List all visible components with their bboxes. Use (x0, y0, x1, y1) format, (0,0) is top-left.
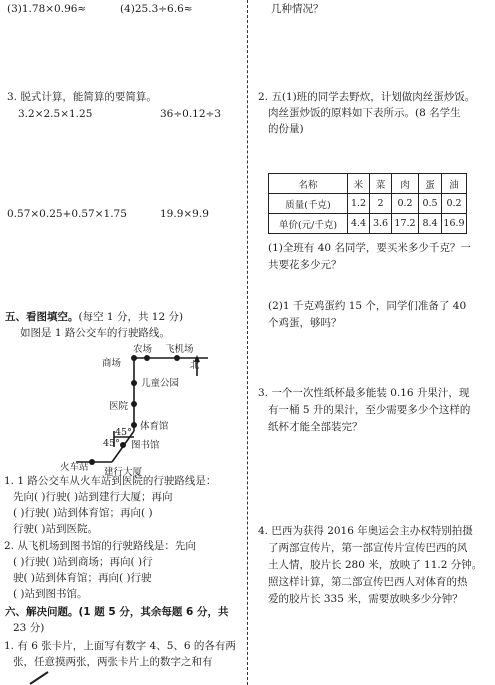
right-top-line: 几种情况？ (271, 3, 324, 15)
table-cell: 17.2 (392, 214, 419, 234)
r-q2-sub2-line2: 个鸡蛋，够吗？ (268, 317, 342, 329)
table-row (269, 194, 467, 214)
table-header: 肉 (392, 174, 419, 194)
r-q3-line3: 纸杯才能全部装完？ (268, 421, 363, 433)
r-q3-line1: 3. 一个一次性纸杯最多能装 0.16 升果汁，现 (258, 387, 470, 399)
table-cell: 1.2 (348, 194, 370, 214)
section6-title: 六、解决问题。(1 题 5 分，其余每题 6 分，共 (5, 606, 229, 618)
table-header: 米 (348, 174, 370, 194)
table-header: 名称 (269, 174, 348, 194)
map-q2-line2: ( )行驶( )站到商场；再向( )行 (13, 556, 153, 568)
table-header: 菜 (370, 174, 392, 194)
r-q4-line5: 爱的胶片长 335 米，需要放映多少分钟？ (268, 593, 463, 605)
stop-dot (131, 355, 137, 361)
table-cell: 单价(元/千克) (269, 214, 348, 234)
table-cell: 0.5 (419, 194, 442, 214)
r-q2-line3: 的份量) (268, 123, 304, 135)
map-label-shangchang: 商场 (102, 358, 122, 369)
stop-dot (120, 442, 126, 448)
table-row (269, 214, 467, 234)
stop-dot (131, 401, 137, 407)
calc-q3: (3)1.78×0.96≈ (7, 3, 87, 15)
map-angle-2: 45° (103, 438, 120, 449)
ingredient-table (268, 173, 467, 234)
section6-title-cont: 23 分) (13, 622, 45, 634)
map-q2-line1: 2. 从飞机场到图书馆的行驶路线是：先向 (4, 540, 196, 552)
map-q2-line3: 驶( )站到体育馆；再向( )行驶 (13, 572, 152, 584)
expr-1: 3.2×2.5×1.25 (18, 108, 93, 120)
map-q1-line1: 1. 1 路公交车从火车站到医院的行驶路线是： (4, 475, 217, 487)
table-cell: 16.9 (442, 214, 467, 234)
table-cell: 质量(千克) (269, 194, 348, 214)
table-cell: 0.2 (392, 194, 419, 214)
r-q2-sub1-line1: (1)全班有 40 名同学，要买米多少千克？一 (268, 242, 471, 254)
section3-title: 3. 脱式计算，能简算的要简算。 (7, 91, 157, 103)
expr-3: 0.57×0.25+0.57×1.75 (7, 208, 127, 220)
map-angle-1: 45° (115, 427, 132, 438)
stop-dot (131, 380, 137, 386)
stop-dot (174, 355, 180, 361)
s6-q1-line2: 张，任意摸两张，两张卡片上的数字之和有 (13, 656, 213, 668)
map-q2-line4: ( )站到图书馆。 (13, 588, 88, 600)
r-q4-line3: 土人情，胶片长 280 米，放映了 11.2 分钟。 (268, 559, 483, 571)
r-q2-sub2-line1: (2)1 千克鸡蛋约 15 个，同学们准备了 40 (268, 300, 467, 312)
table-cell: 8.4 (419, 214, 442, 234)
map-label-bei: 北 (190, 360, 200, 371)
section5-title: 五、看图填空。 (5, 311, 79, 323)
section5-score: (每空 1 分，共 12 分) (78, 311, 184, 323)
r-q4-line4: 照这样计算，第二部宣传巴西人对体育的热 (268, 576, 468, 588)
r-q4-line2: 了两部宣传片，第一部宣传片宣传巴西的风 (268, 542, 468, 554)
stop-dot (131, 422, 137, 428)
stop-dot (144, 355, 150, 361)
r-q2-line2: 肉丝蛋炒饭的原料如下表所示。(8 名学生 (268, 107, 461, 119)
map-q1-line4: 行驶( )站到医院。 (13, 523, 99, 535)
map-label-feijichang: 飞机场 (165, 344, 194, 355)
stop-dot (89, 459, 95, 465)
pen-mark-icon (26, 0, 66, 685)
map-label-tiyuguan: 体育馆 (140, 421, 169, 432)
map-label-nongchang: 农场 (133, 344, 153, 355)
r-q2-sub1-line2: 共要花多少元？ (268, 259, 342, 271)
table-cell: 4.4 (348, 214, 370, 234)
map-label-huochezhan: 火车站 (60, 462, 89, 473)
r-q3-line2: 有一桶 5 升的果汁，至少需要多少个这样的 (268, 404, 471, 416)
expr-4: 19.9×9.9 (160, 208, 209, 220)
table-cell: 3.6 (370, 214, 392, 234)
map-label-yiyuan: 医院 (109, 401, 129, 412)
r-q4-line1: 4. 巴西为获得 2016 年奥运会主办权特别拍摄 (258, 525, 473, 537)
table-cell: 0.2 (442, 194, 467, 214)
map-q1-line2: 先向( )行驶( )站到建行大厦；再向 (13, 491, 173, 503)
r-q2-line1: 2. 五(1)班的同学去野炊，计划做肉丝蛋炒饭。 (258, 91, 476, 103)
map-label-jianshe: 建行大厦 (104, 467, 143, 478)
s6-q1-line1: 1. 有 6 张卡片，上面写有数字 4、5、6 的各有两 (4, 640, 236, 652)
calc-q4: (4)25.3÷6.6≈ (120, 3, 193, 15)
table-header: 蛋 (419, 174, 442, 194)
table-header: 油 (442, 174, 467, 194)
map-q1-line3: ( )行驶( )站到体育馆；再向( ) (13, 507, 153, 519)
map-label-tushuguan: 图书馆 (131, 440, 160, 451)
table-header-row (269, 174, 467, 194)
section5-intro: 如图是 1 路公交车的行驶路线。 (20, 327, 170, 339)
map-label-ertong: 儿童公园 (141, 378, 180, 389)
table-cell: 2 (370, 194, 392, 214)
expr-2: 36÷0.12÷3 (160, 108, 222, 120)
